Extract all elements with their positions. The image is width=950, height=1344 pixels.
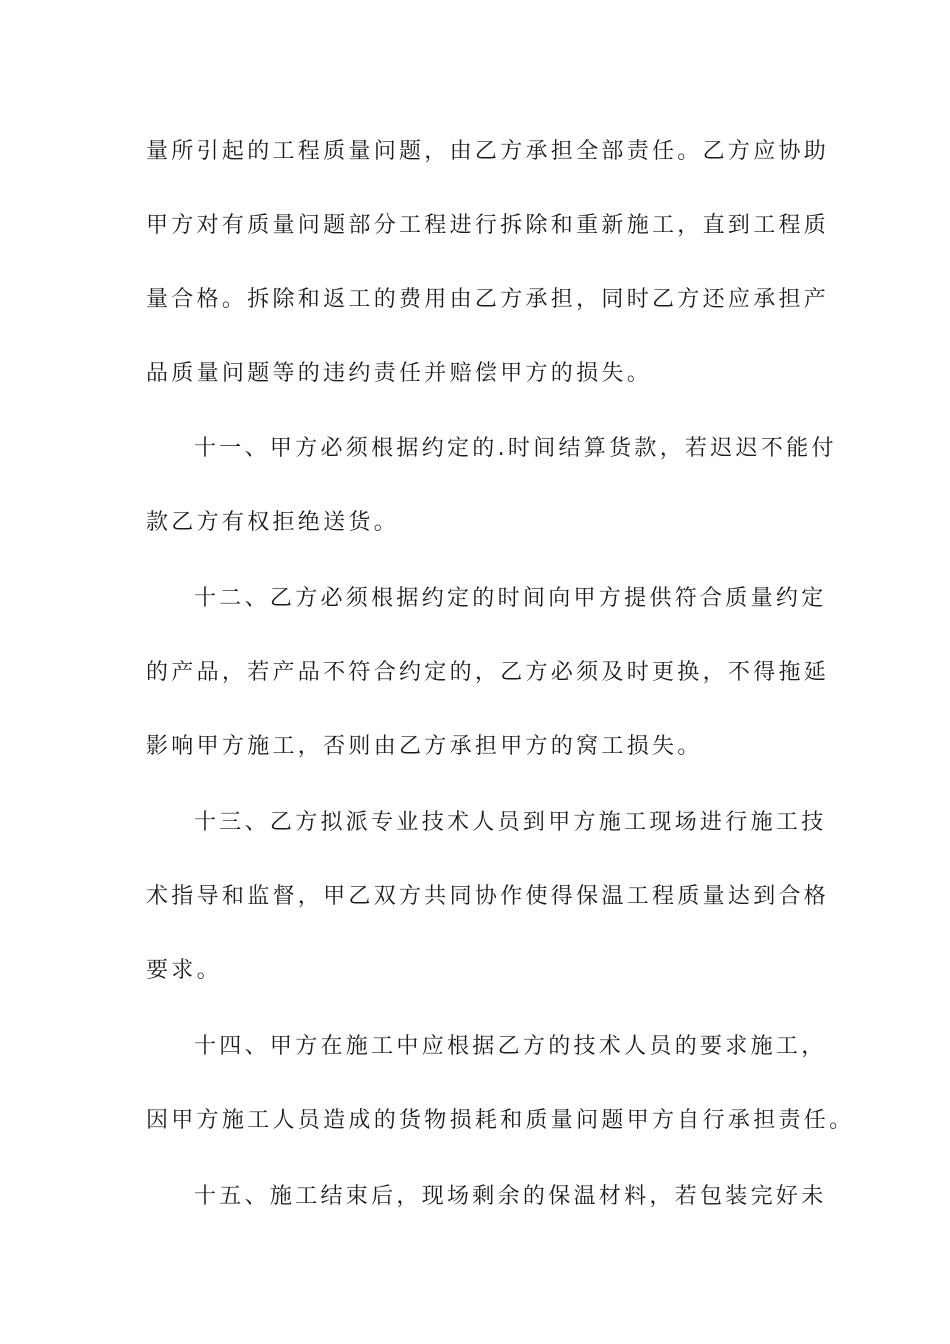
clause-13-heading-line: 十三、乙方拟派专业技术人员到甲方施工现场进行施工技 — [194, 810, 827, 835]
text-line: 要求。 — [146, 958, 222, 983]
text-line: 术指导和监督，甲乙双方共同协作使得保温工程质量达到合格 — [146, 884, 830, 909]
clause-14-heading-line: 十四、甲方在施工中应根据乙方的技术人员的要求施工， — [194, 1034, 827, 1059]
clause-15-heading-line: 十五、施工结束后，现场剩余的保温材料，若包装完好未 — [194, 1184, 827, 1209]
clause-11-heading-line: 十一、甲方必须根据约定的.时间结算货款，若迟迟不能付 — [194, 436, 837, 461]
text-line: 甲方对有质量问题部分工程进行拆除和重新施工，直到工程质 — [146, 213, 830, 238]
text-line: 款乙方有权拒绝送货。 — [146, 510, 400, 535]
text-line: 因甲方施工人员造成的货物损耗和质量问题甲方自行承担责任。 — [146, 1108, 855, 1133]
text-line: 影响甲方施工，否则由乙方承担甲方的窝工损失。 — [146, 734, 703, 759]
text-line: 量合格。拆除和返工的费用由乙方承担，同时乙方还应承担产 — [146, 287, 830, 312]
text-line: 的产品，若产品不符合约定的，乙方必须及时更换，不得拖延 — [146, 660, 830, 685]
text-line: 品质量问题等的违约责任并赔偿甲方的损失。 — [146, 361, 653, 386]
text-line: 量所引起的工程质量问题，由乙方承担全部责任。乙方应协助 — [146, 139, 830, 164]
clause-12-heading-line: 十二、乙方必须根据约定的时间向甲方提供符合质量约定 — [194, 586, 827, 611]
